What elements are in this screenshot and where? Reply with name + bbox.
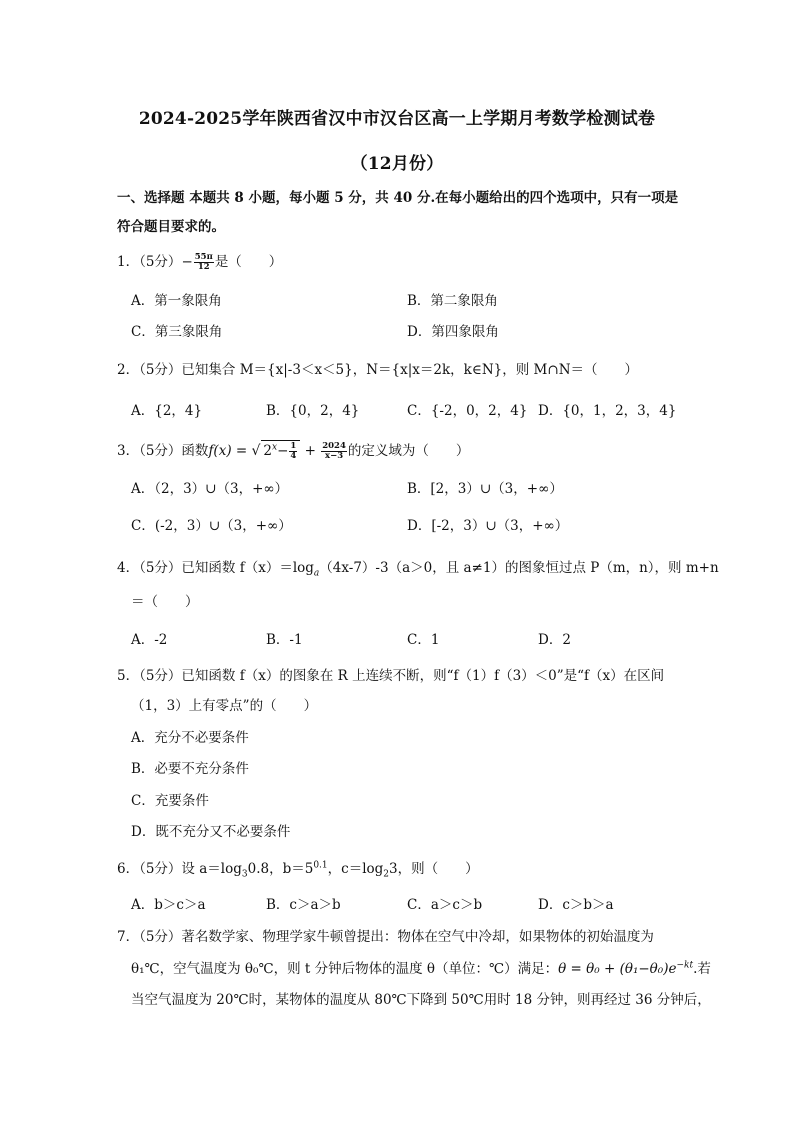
question-number: 5．	[117, 668, 140, 684]
question-3-option-d: D．[-2，3）∪（3，+∞）	[407, 518, 569, 534]
question-3-option-b: B．[2，3）∪（3，+∞）	[407, 481, 563, 497]
question-5-stem-line2: （1，3）上有零点”的（ ）	[131, 698, 318, 714]
section-heading-line2: 符合题目要求的。	[117, 219, 225, 235]
question-5-option-b: B．必要不充分条件	[131, 761, 249, 777]
question-score: （5分）	[139, 254, 182, 270]
question-2-option-b: B．{0，2，4}	[266, 403, 360, 419]
question-2-option-a: A．{2，4}	[131, 403, 203, 419]
question-4-option-d: D．2	[538, 632, 571, 648]
question-6-option-d: D．c＞b＞a	[538, 897, 614, 913]
question-1-option-a: A．第一象限角	[131, 293, 222, 309]
fraction-denominator: 12	[197, 262, 210, 272]
question-number: 6．	[117, 861, 140, 877]
question-number: 7．	[117, 929, 140, 945]
question-2-stem	[117, 358, 638, 378]
newton-cooling-formula: θ = θ₀ + (θ₁−θ₀)e	[558, 961, 677, 977]
question-4-option-b: B．-1	[266, 632, 303, 648]
question-7-stem-line3: 当空气温度为 20℃时，某物体的温度从 80℃下降到 50℃用时 18 分钟，则再经过 36 分钟后，	[131, 992, 711, 1008]
question-number: 2．	[117, 362, 140, 378]
question-6-option-c: C．a＞c＞b	[407, 897, 483, 913]
question-number: 4．	[117, 560, 140, 576]
question-4-option-a: A．-2	[131, 632, 168, 648]
question-3-option-c: C．(-2，3）∪（3，+∞）	[131, 518, 292, 534]
question-stem-tail: 是（ ）	[214, 254, 283, 270]
question-4-stem-line1: 4．（5分）已知函数 $f(x)=\log_a(4x-7)-3(a>0$，且 a≠1）的图象恒过点 P（m，n），则 m+n	[117, 560, 719, 579]
square-root: $2^x-$ $\frac{1}{4}$	[261, 440, 300, 461]
question-1-option-c: C．第三象限角	[131, 324, 223, 340]
question-5-option-a: A．充分不必要条件	[131, 730, 249, 746]
question-5-option-c: C．充要条件	[131, 793, 209, 809]
page-title: 2024-2025学年陕西省汉中市汉台区高一上学期月考数学检测试卷	[138, 109, 656, 129]
question-4-option-c: C．1	[407, 632, 440, 648]
question-2-option-d: D．{0，1，2，3，4}	[538, 403, 677, 419]
question-3-stem: 3．（5分）函数f(x) = √ $2^x-$ $\frac{1}{4}$ + $\frac{2024}{x-3}$ 的定义域为（ ）	[117, 441, 470, 461]
question-1-stem	[117, 250, 282, 272]
question-5-option-d: D．既不充分又不必要条件	[131, 824, 291, 840]
minus-sign: −	[181, 254, 193, 270]
page-subtitle: （12月份）	[350, 154, 444, 174]
question-3-option-a: A．（2，3）∪（3，+∞）	[131, 481, 289, 497]
question-7-stem-line1: 7．（5分）著名数学家、物理学家牛顿曾提出：物体在空气中冷却，如果物体的初始温度为	[117, 929, 654, 945]
question-7-stem-line2: θ₁℃，空气温度为 θ₀℃，则 t 分钟后物体的温度 θ（单位：℃）满足：$\theta = \theta_0 + (\theta_1-\theta_0)e^{-kt}$.若	[131, 960, 711, 977]
question-6-option-b: B．c＞a＞b	[266, 897, 341, 913]
question-1-option-b: B．第二象限角	[407, 293, 498, 309]
fraction: $\frac{2024}{x-3}$	[322, 441, 346, 461]
question-1-option-d: D．第四象限角	[407, 324, 499, 340]
question-number: 1．	[117, 254, 140, 270]
function-name: f(x) =	[208, 443, 252, 459]
question-6-stem: 6．（5分）设 $a=\log_30.8$，$b=5^{0.1}$，$c=\log_23$，则（ ）	[117, 860, 479, 880]
question-4-stem-line2: ＝（ ）	[131, 594, 199, 610]
question-stem: （5分）已知集合 M＝{x|-3＜x＜5}，N＝{x|x＝2k，k∈N}，则 M∩N＝（ ）	[139, 362, 638, 378]
fraction-numerator: 55π	[194, 252, 213, 262]
question-stem-tail: 的定义域为（ ）	[347, 443, 470, 459]
section-heading-line1: 一、选择题 本题共 8 小题，每小题 5 分，共 40 分.在每小题给出的四个选项中，只有一项是	[117, 190, 679, 206]
fraction	[194, 253, 214, 272]
question-2-option-c: C．{-2，0，2，4}	[407, 403, 528, 419]
question-6-option-a: A．b＞c＞a	[131, 897, 206, 913]
question-stem-pre: （5分）函数	[139, 443, 209, 459]
question-number: 3．	[117, 443, 140, 459]
question-5-stem-line1: 5．（5分）已知函数 f（x）的图象在 R 上连续不断，则“f（1）f（3）＜0”是“f（x）在区间	[117, 668, 665, 684]
